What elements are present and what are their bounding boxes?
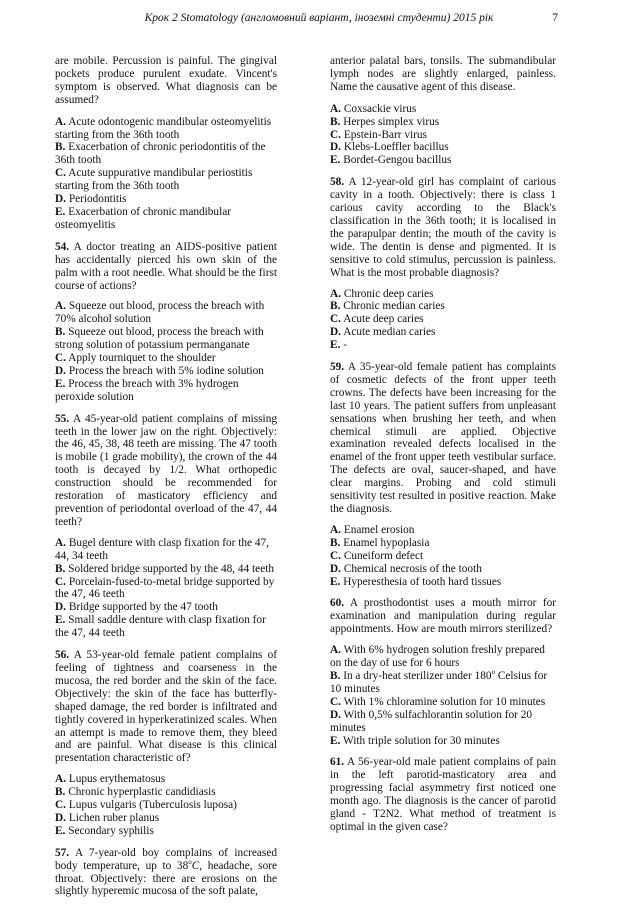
question-stem: 60. A prosthodontist uses a mouth mirror for examination and manipulation during regular appointments. How are mouth mirrors sterilized? bbox=[330, 597, 556, 636]
option: D. Acute median caries bbox=[330, 326, 436, 339]
option: B. Squeeze out blood, process the breach with strong solution of potassium permanganate bbox=[55, 326, 264, 352]
option: C. Epstein-Barr virus bbox=[330, 128, 427, 141]
question-56 bbox=[55, 649, 277, 838]
option: C. Porcelain-fused-to-metal bridge supported by the 47, 46 teeth bbox=[55, 575, 275, 601]
option: A. Acute odontogenic mandibular osteomyelitis starting from the 36th tooth bbox=[55, 115, 272, 141]
option: A. Bugel denture with clasp fixation for the 47, 44, 34 teeth bbox=[55, 536, 269, 562]
continued-question-text: anterior palatal bars, tonsils. The submandibular lymph nodes are slightly enlarged, painless. Name the causative agent of this disease. bbox=[330, 55, 556, 93]
continued-options bbox=[55, 116, 277, 232]
option: D. Chemical necrosis of the tooth bbox=[330, 562, 482, 575]
option: B. Enamel hypoplasia bbox=[330, 536, 430, 549]
question-55 bbox=[55, 413, 277, 640]
option: C. Acute suppurative mandibular periostitis starting from the 36th tooth bbox=[55, 167, 253, 193]
option: E. Bordet-Gengou bacillus bbox=[330, 154, 452, 167]
option: A. Squeeze out blood, process the breach with 70% alcohol solution bbox=[55, 300, 265, 326]
continued-question-text: are mobile. Percussion is painful. The gingival pockets produce purulent exudate. Vincent's symptom is observed. What diagnosis can be assumed? bbox=[55, 55, 277, 106]
option: C. Apply tourniquet to the shoulder bbox=[55, 352, 216, 365]
right-column bbox=[330, 55, 556, 842]
question-stem: 58. A 12-year-old girl has complaint of carious cavity in a tooth. Objectively: there is class 1 carious cavity according to the Black's classification in the 36th tooth; it is localised in the parapulpar dentin; the mouth of the cavity is wide. The dentin is dense and pigmented. It is sensitive to cold stimulus, percussion is painless. What is the most probable diagnosis? bbox=[330, 176, 556, 279]
option: B. Soldered bridge supported by the 48, 44 teeth bbox=[55, 562, 274, 575]
option: B. Chronic hyperplastic candidiasis bbox=[55, 786, 216, 799]
option: D. Periodontitis bbox=[55, 193, 127, 206]
question-61 bbox=[330, 756, 556, 833]
option: B. Exacerbation of chronic periodontitis of the 36th tooth bbox=[55, 141, 266, 167]
option: D. Process the breach with 5% iodine solution bbox=[55, 364, 264, 377]
page-number: 7 bbox=[552, 12, 558, 24]
question-54 bbox=[55, 241, 277, 404]
option: E. With triple solution for 30 minutes bbox=[330, 734, 500, 747]
option: B. Herpes simplex virus bbox=[330, 115, 440, 128]
question-57 bbox=[55, 847, 277, 899]
option: D. Klebs-Loeffler bacillus bbox=[330, 141, 449, 154]
option: E. Small saddle denture with clasp fixation for the 47, 44 teeth bbox=[55, 614, 266, 640]
question-stem: 54. A doctor treating an AIDS-positive patient has accidentally pierced his own skin of the palm with a root needle. What should be the first course of actions? bbox=[55, 240, 277, 292]
question-stem: 55. A 45-year-old patient complains of missing teeth in the lower jaw on the right. Objectively: the 46, 45, 38, 48 teeth are missing. The 47 tooth is mobile (1 grade mobility), the crown of the 44 tooth is decayed by 1/2. What orthopedic construction should be recommended for restoration of masticatory efficiency and prevention of periodontal overload of the 47, 44 teeth? bbox=[55, 412, 277, 528]
option: D. With 0,5% sulfachlorantin solution for 20 minutes bbox=[330, 708, 533, 734]
question-stem: 59. A 35-year-old female patient has complaints of cosmetic defects of the front upper teeth crowns. The defects have been increasing for the last 10 years. The patient suffers from unpleasant sensations when brushing her teeth, and when chemical stimuli are applied. Objective examination revealed defects localised in the enamel of the front upper teeth vestibular surface. The defects are oval, saucer-shaped, and have clear margins. Probing and cold stimuli sensitivity test resulted in positive reaction. Make the diagnosis. bbox=[330, 361, 556, 515]
question-stem: 56. A 53-year-old female patient complains of feeling of tightness and coarseness in the mucosa, the red border and the skin of the face. Objectively: the skin of the face has butterfly-shaped damage, the red border is infiltrated and tightly covered in hyperkeratinized scales. When an attempt is made to remove them, they bleed and are painful. What disease is this clinical presentation characteristic of? bbox=[55, 649, 277, 765]
option: E. Secondary syphilis bbox=[55, 824, 154, 837]
option: D. Lichen ruber planus bbox=[55, 811, 160, 824]
question-59 bbox=[330, 361, 556, 588]
option: D. Bridge supported by the 47 tooth bbox=[55, 601, 218, 614]
option: A. Lupus erythematosus bbox=[55, 773, 166, 786]
option: E. Exacerbation of chronic mandibular osteomyelitis bbox=[55, 205, 231, 231]
option: B. In a dry-heat sterilizer under 180$^o$ Celsius for 10 minutes bbox=[330, 668, 548, 695]
option: C. Acute deep caries bbox=[330, 313, 424, 326]
option: A. Coxsackie virus bbox=[330, 102, 417, 115]
option: A. Enamel erosion bbox=[330, 523, 415, 536]
left-column bbox=[55, 55, 277, 906]
option: A. With 6% hydrogen solution freshly prepared on the day of use for 6 hours bbox=[330, 644, 545, 670]
option: C. Lupus vulgaris (Tuberculosis luposa) bbox=[55, 799, 237, 812]
question-60 bbox=[330, 597, 556, 747]
option: B. Chronic median caries bbox=[330, 300, 445, 313]
option: E. Process the breach with 3% hydrogen peroxide solution bbox=[55, 377, 239, 403]
question-58 bbox=[330, 176, 556, 352]
page-header bbox=[0, 12, 638, 28]
option: A. Chronic deep caries bbox=[330, 287, 434, 300]
option: E. Hyperesthesia of tooth hard tissues bbox=[330, 575, 502, 588]
option: E. - bbox=[330, 339, 347, 352]
continued-options bbox=[330, 103, 556, 168]
question-stem: 57. A 7-year-old boy complains of increased body temperature, up to 38$^o$C, headache, sore throat. Objectively: there are erosions on the slightly hyperemic mucosa of the soft palate, bbox=[55, 846, 277, 898]
option: C. Cuneiform defect bbox=[330, 549, 424, 562]
option: C. With 1% chloramine solution for 10 minutes bbox=[330, 695, 546, 708]
header-title: Крок 2 Stomatology (англомовний варіант, іноземні студенти) 2015 рік bbox=[144, 12, 494, 24]
question-stem: 61. A 56-year-old male patient complains of pain in the left parotid-masticatory area and progressing facial asymmetry first noticed one month ago. The diagnosis is the cancer of parotid gland - T2N2. What method of treatment is optimal in the given case? bbox=[330, 756, 556, 833]
